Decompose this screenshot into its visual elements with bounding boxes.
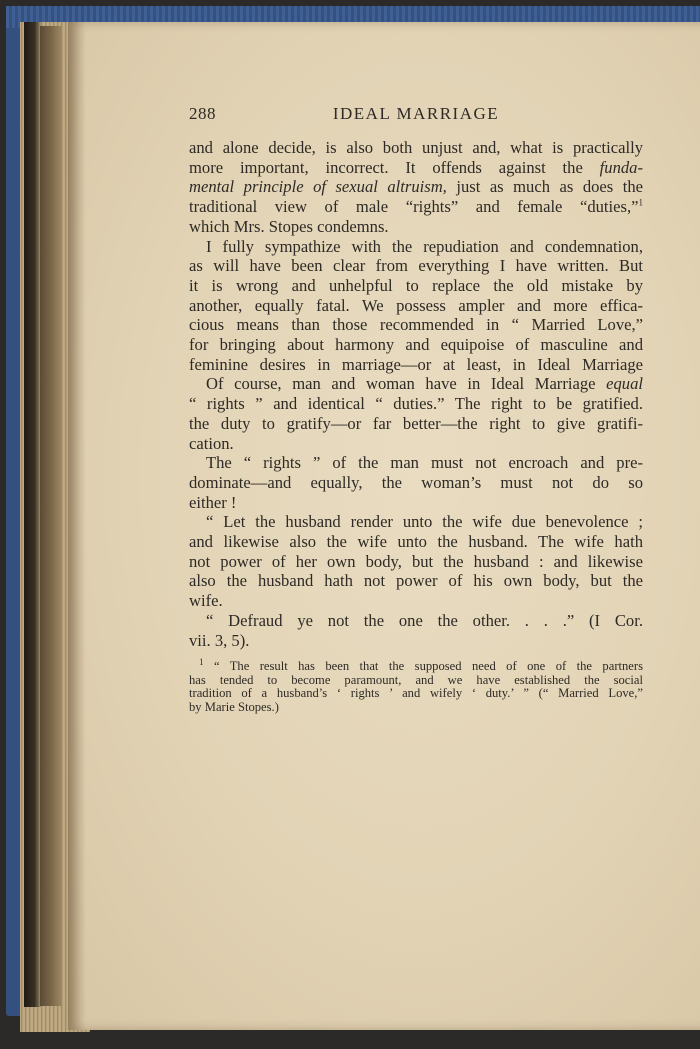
footnote-text [189,657,643,715]
page-text [189,98,643,715]
text-line: another, equally fatal. We possess ampler and more effica- [189,295,643,315]
page-gutter [68,22,86,1030]
page-number: 288 [189,104,216,123]
running-title: IDEAL MARRIAGE [332,104,500,123]
text-line: cation. [189,433,234,453]
text-line: feminine desires in marriage—or at least, in Ideal Marriage [189,354,643,374]
paragraph [189,374,643,453]
emphasis: equal [606,374,643,394]
paragraph [189,512,643,611]
footnote [189,657,643,715]
text-line: mental principle of sexual altruism, just as much as does the [189,177,644,197]
page-block-side [40,26,62,1006]
text-line: and likewise also the wife unto the husband. The wife hath [189,532,643,552]
text-line: cious means than those recommended in “ Married Love,” [189,315,643,335]
footnote-marker: 1 [638,197,643,208]
text-line: traditional view of male “rights” and female “duties,”$^1$ [189,197,643,217]
text-line: which Mrs. Stopes condemns. [189,216,389,236]
paragraph [189,237,643,375]
text-line: “ Defraud ye not the one the other. . . .” (I Cor. [206,610,643,630]
text-line: “ rights ” and identical “ duties.” The right to be gratified. [189,394,643,414]
running-head [189,98,643,126]
body-text [189,138,643,650]
footnote-marker: 1 [199,657,204,668]
text-line: either ! [189,492,237,512]
text-line: “ Let the husband render unto the wife due benevolence ; [206,512,643,532]
text-line: tradition of a husband’s ‘ rights ’ and wifely ‘ duty.’ ” (“ Married Love,” [189,686,643,701]
text-line: also the husband hath not power of his own body, but the [189,571,643,591]
text-line: for bringing about harmony and equipoise of masculine and [189,335,643,355]
text-line: wife. [189,591,223,611]
text-line: $^1$ “ The result has been that the supposed need of one of the partners [199,657,643,674]
text-line: The “ rights ” of the man must not encroach and pre- [206,453,643,473]
paragraph [189,138,643,237]
paragraph [189,453,643,512]
text-line: dominate—and equally, the woman’s must not do so [189,472,643,492]
text-line: has tended to become paramount, and we have established the social [189,672,643,687]
text-line: more important, incorrect. It offends against the funda- [189,157,643,177]
text-line: vii. 3, 5). [189,630,250,650]
text-line: and alone decide, is also both unjust and, what is practically [189,138,643,157]
paragraph [189,611,643,650]
text-line: it is wrong and unhelpful to replace the old mistake by [189,275,643,295]
text-line: the duty to gratify—or far better—the right to give gratifi- [189,413,643,433]
text-line: I fully sympathize with the repudiation and condemnation, [206,236,643,256]
text-line: Of course, man and woman have in Ideal Marriage equal [206,374,643,394]
emphasis: mental principle of sexual altruism, [189,177,447,197]
emphasis: funda- [599,157,643,177]
text-line: as will have been clear from everything I have written. But [189,256,643,276]
text-line: by Marie Stopes.) [189,700,279,715]
text-line: not power of her own body, but the husband : and likewise [189,551,643,571]
